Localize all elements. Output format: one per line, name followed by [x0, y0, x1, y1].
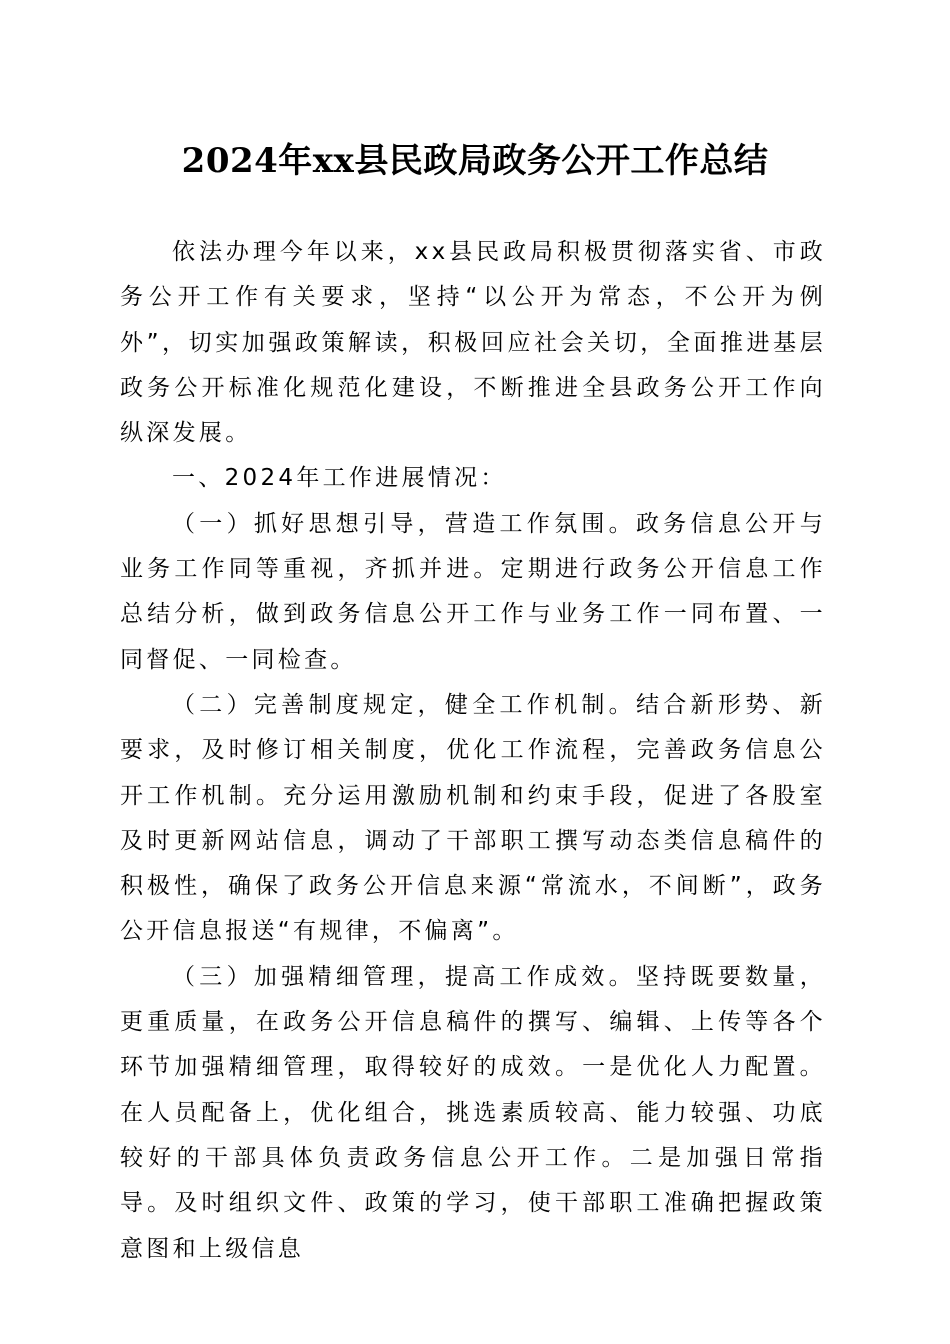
item-heading: （三）加强精细管理，提高工作成效。 [172, 963, 636, 990]
item-text: 政务信息公开与业务工作同等重视，齐抓并进。定期进行政务公开信息工作总结分析，做到政务信息公开工作与业务工作一同布置、一同督促、一同检查。 [120, 510, 826, 673]
document-body [120, 230, 826, 1272]
item-text: 结合新形势、新要求，及时修订相关制度，优化工作流程，完善政务信息公开工作机制。充分运用激励机制和约束手段，促进了各股室及时更新网站信息，调动了干部职工撰写动态类信息稿件的积极性，确保了政务公开信息来源“常流水，不间断”，政务公开信息报送“有规律，不偏离”。 [120, 691, 826, 945]
section-heading: 一、2024年工作进展情况： [172, 465, 507, 492]
document-title: 2024年xx县民政局政务公开工作总结 [181, 141, 769, 181]
item-heading: （一）抓好思想引导，营造工作氛围。 [172, 510, 636, 537]
list-item [120, 955, 826, 1272]
intro-paragraph: 依法办理今年以来，xx县民政局积极贯彻落实省、市政务公开工作有关要求，坚持“以公开为常态，不公开为例外”，切实加强政策解读，积极回应社会关切，全面推进基层政务公开标准化规范化建设，不断推进全县政务公开工作向纵深发展。 [120, 239, 826, 447]
item-text: 坚持既要数量，更重质量，在政务公开信息稿件的撰写、编辑、上传等各个环节加强精细管理，取得较好的成效。一是优化人力配置。在人员配备上，优化组合，挑选素质较高、能力较强、功底较好的干部具体负责政务信息公开工作。二是加强日常指导。及时组织文件、政策的学习，使干部职工准确把握政策意图和上级信息 [120, 963, 826, 1262]
list-item [120, 683, 826, 955]
list-item [120, 502, 826, 683]
item-heading: （二）完善制度规定，健全工作机制。 [172, 691, 636, 718]
